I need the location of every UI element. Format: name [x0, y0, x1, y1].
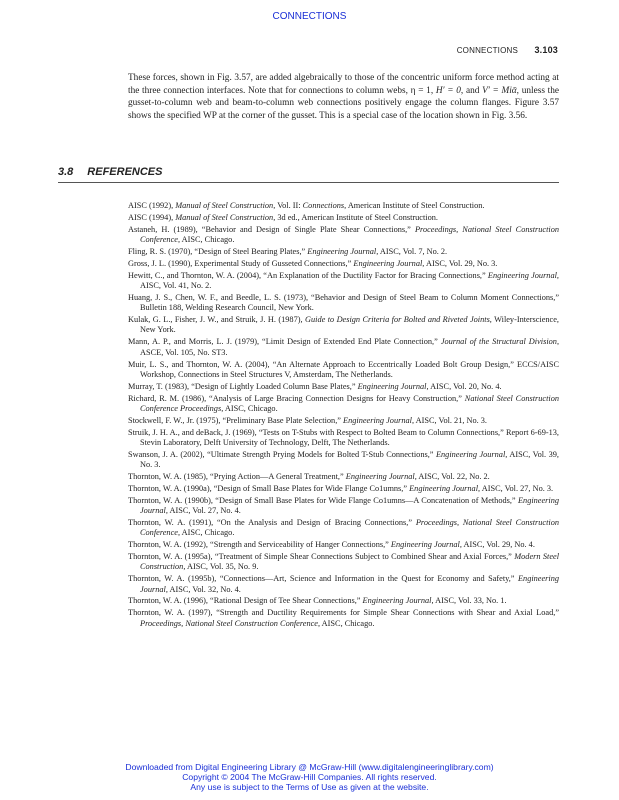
reference-part: , AISC, Vol. 29, No. 3. — [422, 258, 498, 268]
reference-part: , AISC, Vol. 27, No. 4. — [165, 506, 241, 516]
reference-part: Modern Steel Construction — [140, 552, 559, 572]
reference-item — [128, 608, 559, 629]
reference-part: Proceedings, National Steel Construction Conference — [140, 518, 559, 538]
intro-v-prime: V′ = Miᾱ — [482, 85, 517, 96]
reference-item — [128, 315, 559, 336]
reference-item — [128, 225, 559, 246]
reference-item — [128, 247, 559, 257]
reference-part: , 3d ed., American Institute of Steel Construction. — [273, 212, 438, 222]
reference-item — [128, 394, 559, 415]
reference-item — [128, 540, 559, 550]
reference-part: Astaneh, H. (1989), “Behavior and Design of Single Plate Shear Connections,” — [128, 224, 415, 234]
reference-part: Gross, J. L. (1990), Experimental Study of Gusseted Connections,” — [128, 258, 354, 268]
section-heading — [58, 166, 559, 183]
section-number: 3.8 — [58, 166, 74, 178]
reference-part: Fling, R. S. (1970), “Design of Steel Bearing Plates,” — [128, 246, 308, 256]
top-chapter-link[interactable]: CONNECTIONS — [272, 11, 347, 22]
reference-part: Struik, J. H. A., and deBack, J. (1969), “Tests on T-Stubs with Respect to Bolted Beam to Column Connections,” Report 6-69-13, Stevin Laboratory, Delft University of Technology, Delft, The Netherlands. — [128, 427, 559, 447]
reference-part: Engineering Journal — [343, 415, 412, 425]
reference-part: Engineering Journal — [307, 246, 377, 256]
running-head — [457, 45, 558, 55]
reference-part: , AISC, Vol. 39, No. 3. — [140, 449, 559, 470]
reference-part: Journal of the Structural Division — [440, 337, 557, 347]
reference-part: , AISC, Vol. 32, No. 4. — [165, 584, 241, 594]
reference-part: Thornton, W. A. (1995b), “Connections—Art, Science and Information in the Quest for Economy and Safety,” — [128, 574, 518, 584]
reference-part: Mann, A. P., and Morris, L. J. (1979), “Limit Design of Extended End Plate Connection,” — [128, 337, 441, 347]
reference-part: Engineering Journal — [487, 270, 557, 280]
reference-part: Proceedings, National Steel Construction Conference — [140, 618, 318, 628]
reference-part: National Steel Construction Conference Proceedings — [140, 393, 559, 413]
reference-part: Engineering Journal — [409, 483, 479, 493]
reference-part: AISC (1992), — [128, 201, 176, 210]
reference-part: , AISC, Vol. 7, No. 2. — [376, 246, 448, 256]
reference-part: Engineering Journal — [140, 574, 559, 594]
reference-part: AISC (1994), — [128, 212, 176, 222]
reference-item — [128, 472, 559, 482]
reference-item — [128, 416, 559, 426]
reference-part: , AISC, Vol. 22, No. 2. — [414, 472, 490, 482]
reference-item — [128, 271, 559, 292]
reference-part: Thornton, W. A. (1997), “Strength and Ductility Requirements for Simple Shear Connections with Shear and Axial Load,” — [128, 608, 559, 618]
running-title: CONNECTIONS — [456, 46, 519, 55]
reference-part: Huang, J. S., Chen, W. F., and Beedle, L. S. (1973), “Behavior and Design of Steel Beam to Column Moment Connections,” Bulletin 188, Welding Research Council, New York. — [128, 292, 559, 313]
reference-part: Engineering Journal — [353, 258, 423, 268]
reference-part: Hewitt, C., and Thornton, W. A. (2004), “An Explanation of the Ductility Factor for Bracing Connections,” — [128, 270, 488, 280]
reference-part: Thornton, W. A. (1990a), “Design of Small Base Plates for Wide Flange Co1umns,” — [128, 483, 410, 493]
reference-part: Engineering Journal — [435, 449, 506, 459]
reference-item — [128, 201, 559, 211]
reference-item — [128, 213, 559, 223]
reference-part: Engineering Journal — [357, 381, 427, 391]
footer-download-line[interactable]: Downloaded from Digital Engineering Library @ McGraw-Hill (www.digitalengineeringlibrary.com) — [125, 762, 494, 772]
reference-part: Engineering Journal — [345, 472, 415, 482]
reference-part: Stockwell, F. W., Jr. (1975), “Preliminary Base Plate Selection,” — [128, 415, 344, 425]
reference-item — [128, 360, 559, 381]
reference-part: Swanson, J. A. (2002), “Ultimate Strength Prying Models for Bolted T-Stub Connections,” — [128, 449, 436, 459]
intro-paragraph — [128, 72, 559, 122]
reference-part: , AISC, Chicago. — [317, 618, 375, 628]
reference-part: Thornton, W. A. (1990b), “Design of Small Base Plates for Wide Flange Co1umns—A Concatenation of Methods,” — [128, 495, 518, 505]
reference-list — [128, 201, 559, 631]
reference-part: Engineering Journal — [390, 540, 460, 550]
footer-copyright-line: Copyright © 2004 The McGraw-Hill Companies. All rights reserved. — [182, 772, 437, 782]
reference-item — [128, 337, 559, 358]
reference-item — [128, 428, 559, 449]
reference-part: Proceedings, National Steel Construction Conference — [140, 224, 559, 245]
footer-terms-line[interactable]: Any use is subject to the Terms of Use as given at the website. — [190, 782, 429, 792]
reference-part: , American Institute of Steel Construction. — [344, 201, 485, 210]
reference-part: Thornton, W. A. (1985), “Prying Action—A General Treatment,” — [128, 472, 346, 482]
reference-part: Muir, L. S., and Thornton, W. A. (2004), “An Alternate Approach to Eccentrically Loaded Bolt Group Design,” ECCS/AISC Workshop, Connections in Steel Structures V, Amsterdam, The Netherlands. — [128, 359, 559, 379]
reference-part: Murray, T. (1983), “Design of Lightly Loaded Column Base Plates,” — [128, 381, 358, 391]
reference-part: Manual of Steel Construction — [175, 212, 274, 222]
reference-part: , AISC, Vol. 20, No. 4. — [426, 381, 502, 391]
reference-part: , Wiley-Interscience, New York. — [140, 315, 559, 335]
reference-part: Connections — [302, 201, 345, 210]
reference-part: , AISC, Vol. 35, No. 9. — [183, 562, 259, 572]
reference-item — [128, 382, 559, 392]
reference-part: Richard, R. M. (1986), “Analysis of Large Bracing Connection Designs for Heavy Construction,” — [128, 393, 465, 403]
reference-part: , AISC, Vol. 29, No. 4. — [459, 540, 535, 550]
reference-part: Thornton, W. A. (1992), “Strength and Serviceability of Hanger Connections,” — [128, 540, 391, 550]
reference-part: Manual of Steel Construction — [175, 201, 274, 210]
reference-part: Kulak, G. L., Fisher, J. W., and Struik, J. H. (1987), — [128, 315, 305, 325]
intro-text-2: , and — [460, 85, 483, 96]
reference-item — [128, 484, 559, 494]
reference-item — [128, 552, 559, 573]
reference-part: Engineering Journal — [140, 495, 559, 516]
reference-part: Thornton, W. A. (1991), “On the Analysis and Design of Bracing Connections,” — [128, 518, 416, 527]
reference-part: , AISC, Vol. 27, No. 3. — [478, 483, 554, 493]
reference-item — [128, 596, 559, 606]
section-title: REFERENCES — [87, 166, 163, 178]
intro-text-1: These forces, shown in Fig. 3.57, are added algebraically to those of the concentric uniform force method acting at the three connection interfaces. Note that for connections to column webs, η = 1, — [128, 73, 559, 96]
reference-item — [128, 496, 559, 517]
reference-part: , AISC, Vol. 21, No. 3. — [411, 415, 488, 425]
reference-item — [128, 450, 559, 471]
reference-item — [128, 259, 559, 269]
reference-part: , AISC, Vol. 33, No. 1. — [431, 596, 507, 606]
reference-part: Thornton, W. A. (1996), “Rational Design of Tee Shear Connections,” — [128, 596, 363, 606]
page-number: 3.103 — [534, 45, 558, 55]
intro-h-prime: H′ = 0 — [435, 85, 461, 96]
reference-part: Thornton, W. A. (1995a), “Treatment of Simple Shear Connections Subject to Combined Shear and Axial Forces,” — [128, 552, 515, 562]
reference-part: , AISC, Vol. 41, No. 2. — [140, 270, 559, 291]
reference-part: , AISC, Chicago. — [177, 235, 235, 245]
reference-part: , AISC, Chicago. — [177, 528, 235, 538]
footer-notice[interactable] — [0, 762, 619, 792]
reference-part: , AISC, Chicago. — [221, 403, 278, 413]
intro-text-3: , unless the gusset-to-column web and beam-to-column web connections positively engage the column flanges. Figure 3.57 shows the specified WP at the corner of the gusset. This is a special case of the location shown in Fig. 3.56. — [128, 85, 559, 121]
reference-item — [128, 518, 559, 539]
reference-part: , ASCE, Vol. 105, No. ST3. — [140, 337, 560, 357]
reference-item — [128, 574, 559, 595]
reference-part: Engineering Journal — [362, 596, 432, 606]
reference-part: Guide to Design Criteria for Bolted and Riveted Joints — [305, 315, 490, 325]
reference-part: , Vol. II: — [273, 201, 303, 210]
reference-item — [128, 293, 559, 314]
